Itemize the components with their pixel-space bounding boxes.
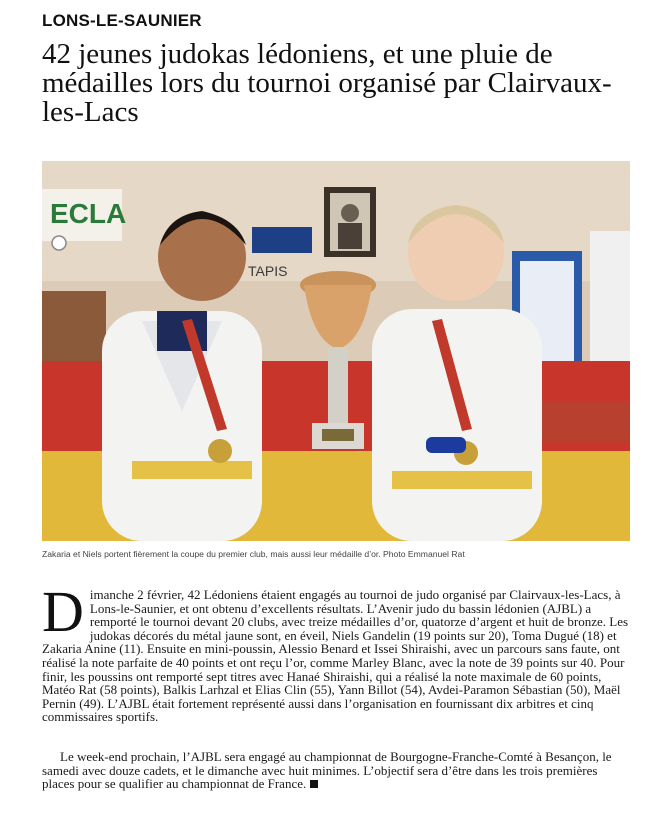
ecla-banner-text: ECLA	[50, 198, 127, 229]
photo-caption: Zakaria et Niels portent fièrement la coupe du premier club, mais aussi leur médaille d’or. Photo Emmanuel Rat	[42, 549, 465, 559]
article-paragraph-2	[42, 750, 630, 791]
paragraph-2-text: Le week-end prochain, l’AJBL sera engagé au championnat de Bourgogne-Franche-Comté à Besançon, le samedi avec douze cadets, et le dimanche avec huit minimes. L’objectif sera d’être dans les trois premières places pour se qualifier au championnat de France.	[42, 749, 612, 792]
article-headline: 42 jeunes judokas lédoniens, et une pluie de médailles lors du tournoi organisé par Clairvaux-les-Lacs	[42, 38, 612, 128]
wall-clock	[52, 236, 66, 250]
article-photo	[42, 161, 630, 541]
article-paragraph-1	[42, 579, 630, 725]
wall-banner	[252, 227, 312, 253]
section-kicker: LONS-LE-SAUNIER	[42, 11, 202, 30]
drop-cap: D	[42, 579, 84, 644]
tapis-sign: TAPIS	[248, 263, 288, 279]
judo-photo-illustration	[42, 161, 630, 541]
end-of-article-mark	[310, 780, 318, 788]
paragraph-1-text: imanche 2 février, 42 Lédoniens étaient engagés au tournoi de judo organisé par Clairvaux-les-Lacs, à Lons-le-Saunier, et ont obtenu d’excellents résultats. L’Avenir judo du bassin lédonien (AJBL) a remporté le tournoi devant 20 clubs, avec treize médailles d’or, quatorze d’argent et huit de bronze. Les judokas décorés du métal jaune sont, en éveil, Niels Gandelin (19 points sur 20), Toma Dugué (18) et Zakaria Anine (11). Ensuite en mini-poussin, Alessio Benard et Issei Shiraishi, avec un parcours sans faute, ont réalisé la note parfaite de 40 points et ont reçu l’or, comme Marley Blanc, avec la note de 39 points sur 40. Pour finir, les poussins ont remporté sept titres avec Hanaé Shiraishi, qui a réalisé la note maximale de 60 points, Matéo Rat (58 points), Balkis Larhzal et Elias Clin (55), Yann Billot (54), Avdei-Paramon Sébastian (50), Maël Pernin (49). L’AJBL était fortement représenté aussi dans l’organisation en fournissant dix arbitres et cinq commissaires sportifs.	[42, 587, 629, 725]
toy-car	[426, 437, 466, 453]
